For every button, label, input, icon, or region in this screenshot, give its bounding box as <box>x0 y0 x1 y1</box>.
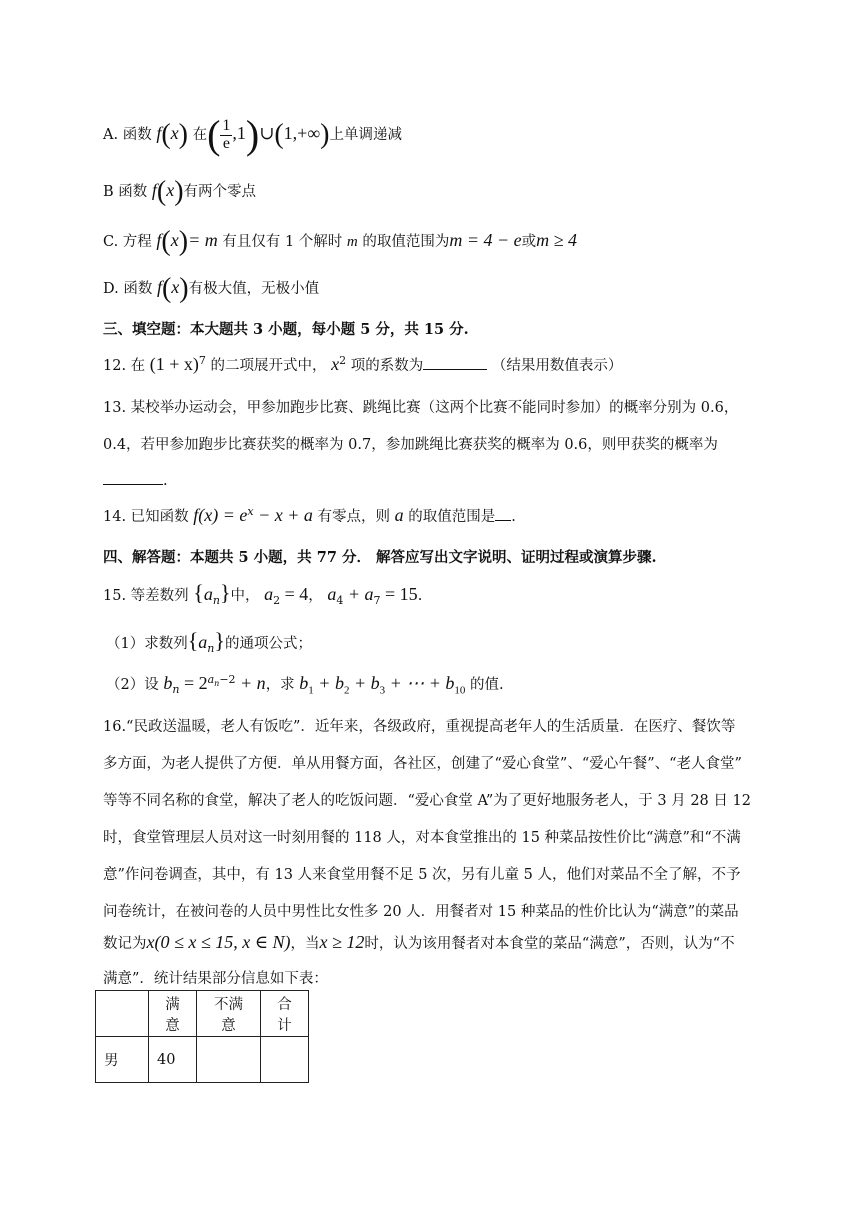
paren: ( <box>161 273 172 304</box>
paren: ) <box>178 119 188 150</box>
frac-den: e <box>222 134 230 152</box>
q15-mid: 中， <box>230 588 260 604</box>
sum-expr: $b_1 + b_2 + b_3$ + ⋯ + $b_{10}$ <box>299 673 466 697</box>
func-f: f <box>156 277 162 297</box>
option-b-label: B <box>103 184 114 200</box>
a7: + a <box>343 584 374 604</box>
line7-math2: x ≥ 12 <box>319 932 365 952</box>
func-f: f <box>151 180 157 200</box>
option-d <box>103 275 319 303</box>
table-header-cell: 合计 <box>261 991 309 1037</box>
p2-mid: ，求 <box>265 677 295 693</box>
q16-line-7 <box>103 932 735 953</box>
paren: ( <box>274 119 284 150</box>
section-4-heading: 四、解答题：本题共 5 小题，共 77 分． 解答应写出文字说明、证明过程或演算步骤. <box>103 549 657 566</box>
a2-sub: 2 <box>273 593 281 607</box>
p1-pre: （1）求数列 <box>106 636 188 652</box>
union-symbol: ∪ <box>259 123 275 143</box>
bn: b <box>163 673 173 693</box>
q16-line-6: 问卷统计，在被问卷的人员中男性比女性多 20 人．用餐者对 15 种菜品的性价比认为“满意”的菜品 <box>103 904 739 920</box>
option-a <box>103 112 402 157</box>
seq-sub: n <box>207 641 215 655</box>
brace-close: } <box>219 580 231 605</box>
seq-a: a <box>203 584 213 604</box>
line7-mid: ，当 <box>290 936 320 952</box>
question-15 <box>103 580 422 607</box>
q14-end: . <box>511 509 516 525</box>
answer-blank[interactable] <box>103 470 163 485</box>
line7-tail: 时，认为该用餐者对本食堂的菜品“满意”，否则，认为“不 <box>364 936 735 952</box>
option-a-tail: 上单调递减 <box>329 127 402 143</box>
q16-line-3: 等等不同名称的食堂，解决了老人的吃饭问题．“爱心食堂 A”为了更好地服务老人，于 3 月 28 日 12 <box>103 793 751 809</box>
var-x: x <box>170 230 179 250</box>
table-header-cell <box>96 991 149 1037</box>
paren: ( <box>207 112 221 157</box>
a4-sub: 4 <box>336 593 344 607</box>
paren: ) <box>174 176 184 207</box>
q12-mid2: 项的系数为 <box>350 358 424 374</box>
q15-num: 15. 等差数列 <box>103 588 189 604</box>
interval-2: 1,+∞ <box>283 123 321 143</box>
q14-exp: x <box>247 505 254 519</box>
q12-num: 12. 在 <box>103 358 146 374</box>
p2-pre: （2）设 <box>106 677 159 693</box>
bn-tail: + n <box>235 673 266 693</box>
line7-math: x(0 ≤ x ≤ 15, x ∈ N) <box>146 932 291 952</box>
bn-exp2: −2 <box>219 673 236 687</box>
fraction <box>220 118 232 153</box>
q16-line-5: 意”作问卷调查，其中，有 13 人来食堂用餐不足 5 次，另有儿童 5 人，他们对菜品不全了解，不予 <box>103 867 741 883</box>
q12-x2-exp: 2 <box>339 354 347 368</box>
func-f: f <box>156 230 162 250</box>
table-row <box>96 1037 309 1083</box>
q14-expr2: − x + a <box>253 505 313 525</box>
question-13-line-1: 13. 某校举办运动会，甲参加跑步比赛、跳绳比赛（这两个比赛不能同时参加）的概率分别为 0.6， <box>103 400 739 416</box>
p2-tail: 的值. <box>470 677 504 693</box>
table-cell <box>197 1037 261 1083</box>
paren: ( <box>161 119 171 150</box>
seq-a: a <box>198 632 208 652</box>
expr-2: m ≥ 4 <box>536 230 578 250</box>
q14-tail: 的取值范围是 <box>408 509 496 525</box>
q12-expr: (1 + x) <box>149 354 199 374</box>
a47-val: = 15 <box>380 584 418 604</box>
bn-exp: a <box>207 673 215 687</box>
brace-close: } <box>214 628 225 653</box>
var-x: x <box>171 277 180 297</box>
text-in: 在 <box>192 127 208 143</box>
option-d-label: D. 函数 <box>103 281 153 297</box>
option-c <box>103 228 577 256</box>
q12-x2: x <box>331 354 340 374</box>
q13-tail: . <box>163 473 168 489</box>
question-15-part-1 <box>106 628 312 655</box>
a7-sub: 7 <box>373 593 381 607</box>
sep: ， <box>308 588 323 604</box>
question-13-line-3 <box>103 470 168 489</box>
option-c-label: C. 方程 <box>103 234 152 250</box>
brace-open: { <box>187 628 199 653</box>
bn-eq: = 2 <box>179 673 208 693</box>
q14-mid: 有零点，则 <box>317 509 391 525</box>
frac-num: 1 <box>222 116 231 134</box>
paren: ) <box>320 119 330 150</box>
line7-pre: 数记为 <box>103 936 147 952</box>
option-d-tail: 有极大值，无极小值 <box>188 281 320 297</box>
q16-line-1: 16.“民政送温暖，老人有饭吃”．近年来，各级政府，重视提高老年人的生活质量．在医疗、餐饮等 <box>103 719 736 735</box>
paren: ) <box>245 112 260 157</box>
var-m: m <box>346 234 358 250</box>
q14-num: 14. 已知函数 <box>103 509 189 525</box>
a2: a <box>264 584 274 604</box>
table-cell: 40 <box>149 1037 197 1083</box>
seq-sub: n <box>212 593 220 607</box>
table-header-row <box>96 991 309 1037</box>
table-cell: 男 <box>96 1037 149 1083</box>
question-13-line-2: 0.4，若甲参加跑步比赛获奖的概率为 0.7，参加跳绳比赛获奖的概率为 0.6，则甲获奖的概率为 <box>103 437 718 453</box>
paren: ) <box>179 273 189 304</box>
q14-expr: f(x) = e <box>193 505 248 525</box>
question-15-part-2 <box>106 673 504 697</box>
q12-mid: 的二项展开式中， <box>210 358 327 374</box>
table-header-cell: 满意 <box>149 991 197 1037</box>
q12-tail: （结果用数值表示） <box>491 358 623 374</box>
paren: ( <box>156 176 167 207</box>
equation: = m <box>188 230 218 250</box>
paren: ( <box>161 226 171 257</box>
brace-open: { <box>193 580 204 605</box>
paren: ) <box>178 226 189 257</box>
option-b-tail: 有两个零点 <box>183 184 257 200</box>
table-header-cell: 不满意 <box>197 991 261 1037</box>
var-x: x <box>170 123 179 143</box>
table-cell <box>261 1037 309 1083</box>
option-a-label: A. 函数 <box>103 127 152 143</box>
expr-1: m = 4 − e <box>449 230 522 250</box>
func-f: f <box>156 123 162 143</box>
answer-blank[interactable] <box>495 506 511 521</box>
var-a: a <box>394 505 404 525</box>
interval-tail: ,1 <box>232 123 246 143</box>
a4: a <box>327 584 337 604</box>
option-c-mid: 有且仅有 1 个解时 <box>222 234 343 250</box>
answer-blank[interactable] <box>423 355 487 370</box>
bn-exp-sub: n <box>214 679 220 689</box>
q16-line-4: 时，食堂管理层人员对这一时刻用餐的 118 人，对本食堂推出的 15 种菜品按性价比“满意”和“不满 <box>103 830 741 846</box>
question-14 <box>103 505 516 526</box>
text-or: 或 <box>521 234 537 250</box>
option-b-text: 函数 <box>118 184 148 200</box>
q15-end: . <box>417 588 423 604</box>
q16-line-2: 多方面，为老人提供了方便．单从用餐方面，各社区，创建了“爱心食堂”、“爱心午餐”、“老人食堂” <box>103 756 742 772</box>
var-x: x <box>166 180 175 200</box>
q16-line-8: 满意”．统计结果部分信息如下表： <box>103 971 328 987</box>
option-c-mid2: 的取值范围为 <box>362 234 450 250</box>
a2-val: = 4 <box>280 584 309 604</box>
survey-table <box>95 990 309 1083</box>
q12-exp: 7 <box>198 354 206 368</box>
bn-sub: n <box>172 682 180 696</box>
question-12 <box>103 354 622 375</box>
option-b <box>103 178 256 206</box>
section-3-heading: 三、填空题：本大题共 3 小题，每小题 5 分，共 15 分. <box>103 321 469 338</box>
p1-tail: 的通项公式； <box>224 636 312 652</box>
